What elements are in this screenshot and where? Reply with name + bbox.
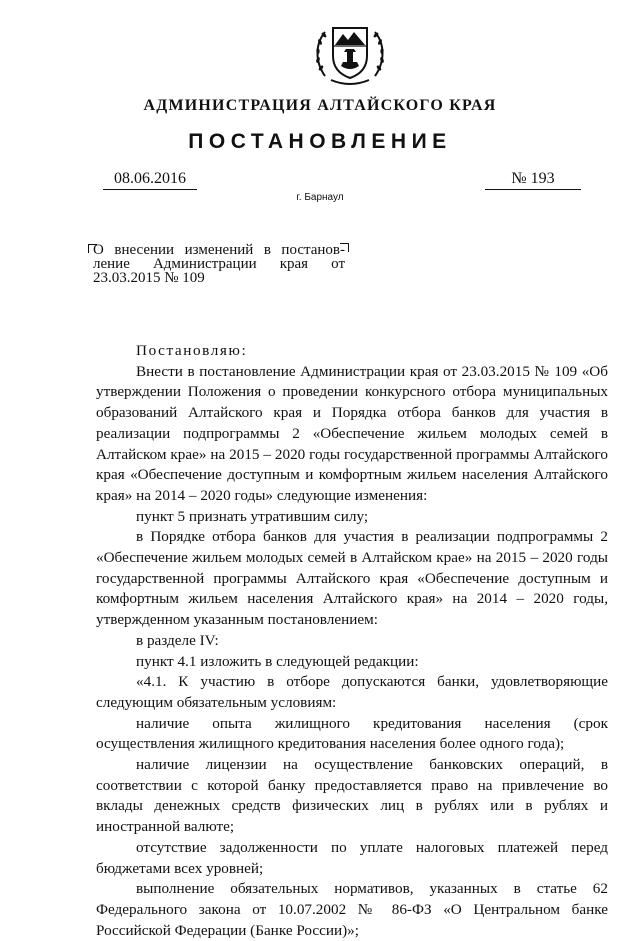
resolution-heading: Постановляю: [136, 342, 248, 359]
organization-name: АДМИНИСТРАЦИЯ АЛТАЙСКОГО КРАЯ [143, 97, 497, 114]
body-paragraph: наличие опыта жилищного кредитования населения (срок осуществления жилищного кредитования населения более одного года); [96, 714, 608, 753]
body-paragraph: в разделе IV: [136, 631, 219, 649]
altai-krai-coat-of-arms-icon [313, 16, 387, 90]
document-type-title: ПОСТАНОВЛЕНИЕ [188, 130, 452, 153]
body-paragraph: пункт 5 признать утратившим силу; [136, 507, 369, 525]
body-paragraph: пункт 4.1 изложить в следующей редакции: [136, 652, 419, 670]
document-body [96, 341, 608, 941]
subject-line: 23.03.2015 № 109 [93, 270, 205, 286]
subject-line: ление Администрации края от [93, 256, 345, 272]
body-paragraph: «4.1. К участию в отборе допускаются банки, удовлетворяющие следующим обязательным условиям: [96, 673, 608, 711]
document-date: 08.06.2016 [103, 170, 197, 190]
body-paragraph: Внести в постановление Администрации края от 23.03.2015 № 109 «Об утверждении Положения о проведении конкурсного отбора муниципальных образований Алтайского края и Порядка отбора банков для участия в реализации подпрограммы 2 «Обеспечение жильем молодых семей в Алтайском крае» на 2015 – 2020 годы государственной программы Алтайского края «Обеспечение доступным и комфортным жильем населения Алтайского края» на 2014 – 2020 годы» следующие изменения: [96, 362, 608, 504]
body-paragraph: отсутствие задолженности по уплате налоговых платежей перед бюджетами всех уровней; [96, 838, 608, 877]
document-number: № 193 [485, 170, 581, 190]
body-paragraph: наличие лицензии на осуществление банковских операций, в соответствии с которой банку предоставляется право на привлечение во вклады денежных средств физических лиц в рублях или в рублях и иностранной валюте; [96, 756, 608, 836]
document-city: г. Барнаул [296, 192, 344, 203]
body-paragraph: в Порядке отбора банков для участия в реализации подпрограммы 2 «Обеспечение жильем молодых семей в Алтайском крае» на 2015 – 2020 годы государственной программы Алтайского края «Обеспечение доступным и комфортным жильем населения Алтайского края» на 2014 – 2020 годы, утвержденном указанным постановлением: [96, 528, 608, 629]
document-subject [93, 243, 345, 285]
body-paragraph: выполнение обязательных нормативов, указанных в статье 62 Федерального закона от 10.07.2002 № 86-ФЗ «О Центральном банке Российской Федерации (Банке России)»; [96, 880, 608, 939]
subject-line: О внесении изменений в постанов- [93, 242, 345, 258]
